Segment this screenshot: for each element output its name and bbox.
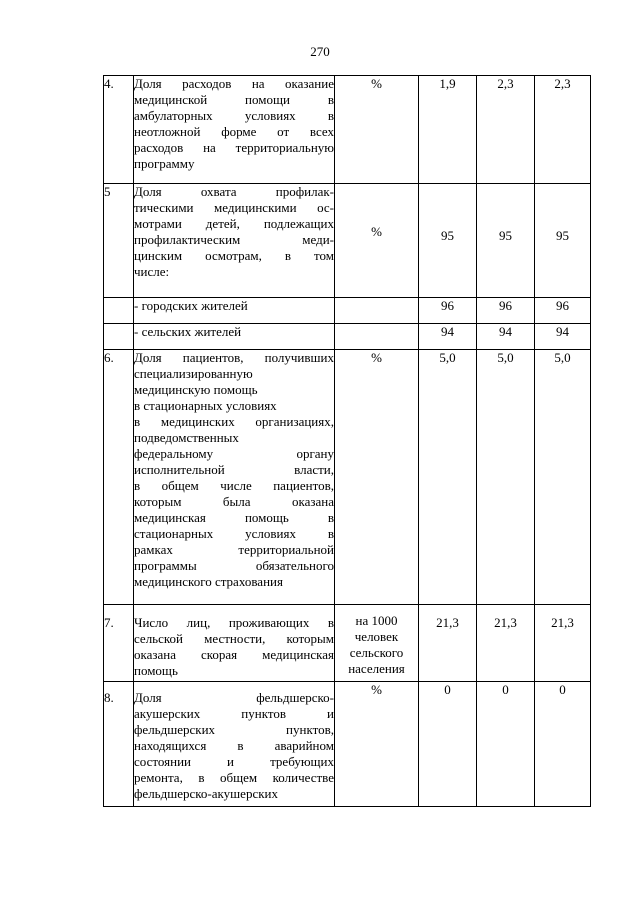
row-number: 5 xyxy=(104,184,134,298)
row-number: 7. xyxy=(104,605,134,682)
value-cell: 0 xyxy=(419,682,477,807)
value-cell: 94 xyxy=(535,324,591,350)
unit-cell: % xyxy=(335,76,419,184)
empty-cell xyxy=(104,324,134,350)
value-cell: 0 xyxy=(535,682,591,807)
value-cell: 21,3 xyxy=(535,605,591,682)
value-cell: 2,3 xyxy=(535,76,591,184)
row-number: 8. xyxy=(104,682,134,807)
value-cell: 95 xyxy=(477,184,535,298)
indicator-description: Число лиц, проживающих в сельской местности, которым оказана скорая медицинская помощь xyxy=(134,605,335,682)
unit-cell: % xyxy=(335,184,419,298)
table-row xyxy=(104,350,591,605)
value-cell: 96 xyxy=(535,298,591,324)
value-cell: 95 xyxy=(419,184,477,298)
row-number: 4. xyxy=(104,76,134,184)
value-cell: 5,0 xyxy=(419,350,477,605)
value-cell: 0 xyxy=(477,682,535,807)
unit-cell: % xyxy=(335,682,419,807)
indicator-description: Доля охвата профилак- тическими медицинскими ос- мотрами детей, подлежащих профилактическим меди- цинским осмотрам, в том числе: xyxy=(134,184,335,298)
table-row xyxy=(104,298,591,324)
value-cell: 94 xyxy=(477,324,535,350)
table-row xyxy=(104,324,591,350)
value-cell: 95 xyxy=(535,184,591,298)
unit-cell: на 1000 человек сельского населения xyxy=(335,605,419,682)
unit-cell: % xyxy=(335,350,419,605)
value-cell: 96 xyxy=(419,298,477,324)
value-cell: 96 xyxy=(477,298,535,324)
empty-cell xyxy=(335,298,419,324)
row-number: 6. xyxy=(104,350,134,605)
value-cell: 21,3 xyxy=(477,605,535,682)
table-row xyxy=(104,682,591,807)
indicators-table xyxy=(103,75,591,807)
value-cell: 94 xyxy=(419,324,477,350)
value-cell: 2,3 xyxy=(477,76,535,184)
empty-cell xyxy=(335,324,419,350)
value-cell: 5,0 xyxy=(535,350,591,605)
indicator-description: Доля расходов на оказание медицинской помощи в амбулаторных условиях в неотложной форме от всех расходов на территориальную программу xyxy=(134,76,335,184)
table-row xyxy=(104,76,591,184)
value-cell: 1,9 xyxy=(419,76,477,184)
value-cell: 21,3 xyxy=(419,605,477,682)
table-row xyxy=(104,605,591,682)
page-number: 270 xyxy=(310,44,330,59)
table-row xyxy=(104,184,591,298)
sub-row-label: - сельских жителей xyxy=(134,324,335,350)
indicator-description: Доля пациентов, получивших специализированную медицинскую помощь в стационарных условиях в медицинских организациях, подведомственных федеральному органу исполнительной власти, в общем числе пациентов, которым была оказана медицинская помощь в стационарных условиях в рамках территориальной программы обязательного медицинского страхования xyxy=(134,350,335,605)
indicator-description: Доля фельдшерско- акушерских пунктов и фельдшерских пунктов, находящихся в аварийном состоянии и требующих ремонта, в общем количестве фельдшерско-акушерских xyxy=(134,682,335,807)
value-cell: 5,0 xyxy=(477,350,535,605)
sub-row-label: - городских жителей xyxy=(134,298,335,324)
empty-cell xyxy=(104,298,134,324)
